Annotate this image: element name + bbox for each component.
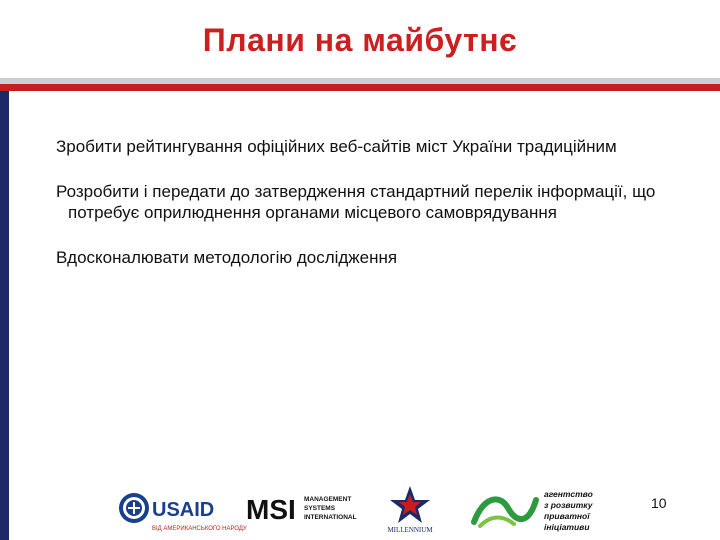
usaid-tagline: ВІД АМЕРИКАНСЬКОГО НАРОДУ <box>152 526 247 532</box>
upi-line: приватної <box>544 511 590 521</box>
header-rule-red <box>0 84 720 91</box>
bullet-item: Зробити рейтингування офіційних веб-сайтів міст України традиційним <box>56 137 617 156</box>
msi-line: INTERNATIONAL <box>304 514 357 521</box>
usaid-wordmark: USAID <box>152 499 215 521</box>
logo-strip <box>0 478 720 540</box>
upi-line: ініціативи <box>544 522 590 532</box>
page-number: 10 <box>651 495 667 511</box>
usaid-logo <box>118 490 247 534</box>
slide-title: Плани на майбутнє <box>202 22 518 58</box>
left-accent-bar <box>0 91 9 540</box>
millennium-logo <box>380 484 440 538</box>
upi-line: агентство <box>544 489 593 499</box>
upi-line: з розвитку <box>544 500 593 510</box>
upi-logo <box>470 486 610 536</box>
bullet-list <box>56 136 706 292</box>
msi-line: SYSTEMS <box>304 505 336 512</box>
millennium-wordmark: MILLENNIUM <box>387 526 433 534</box>
bullet-item: Вдосконалювати методологію дослідження <box>56 248 398 267</box>
bullet-item: Розробити і передати до затвердження стандартний перелік інформації, що потребує оприлюднення органами місцевого самоврядування <box>56 182 656 222</box>
msi-logo <box>246 492 357 526</box>
msi-line: MANAGEMENT <box>304 496 352 503</box>
msi-wordmark: MSI <box>246 494 296 525</box>
